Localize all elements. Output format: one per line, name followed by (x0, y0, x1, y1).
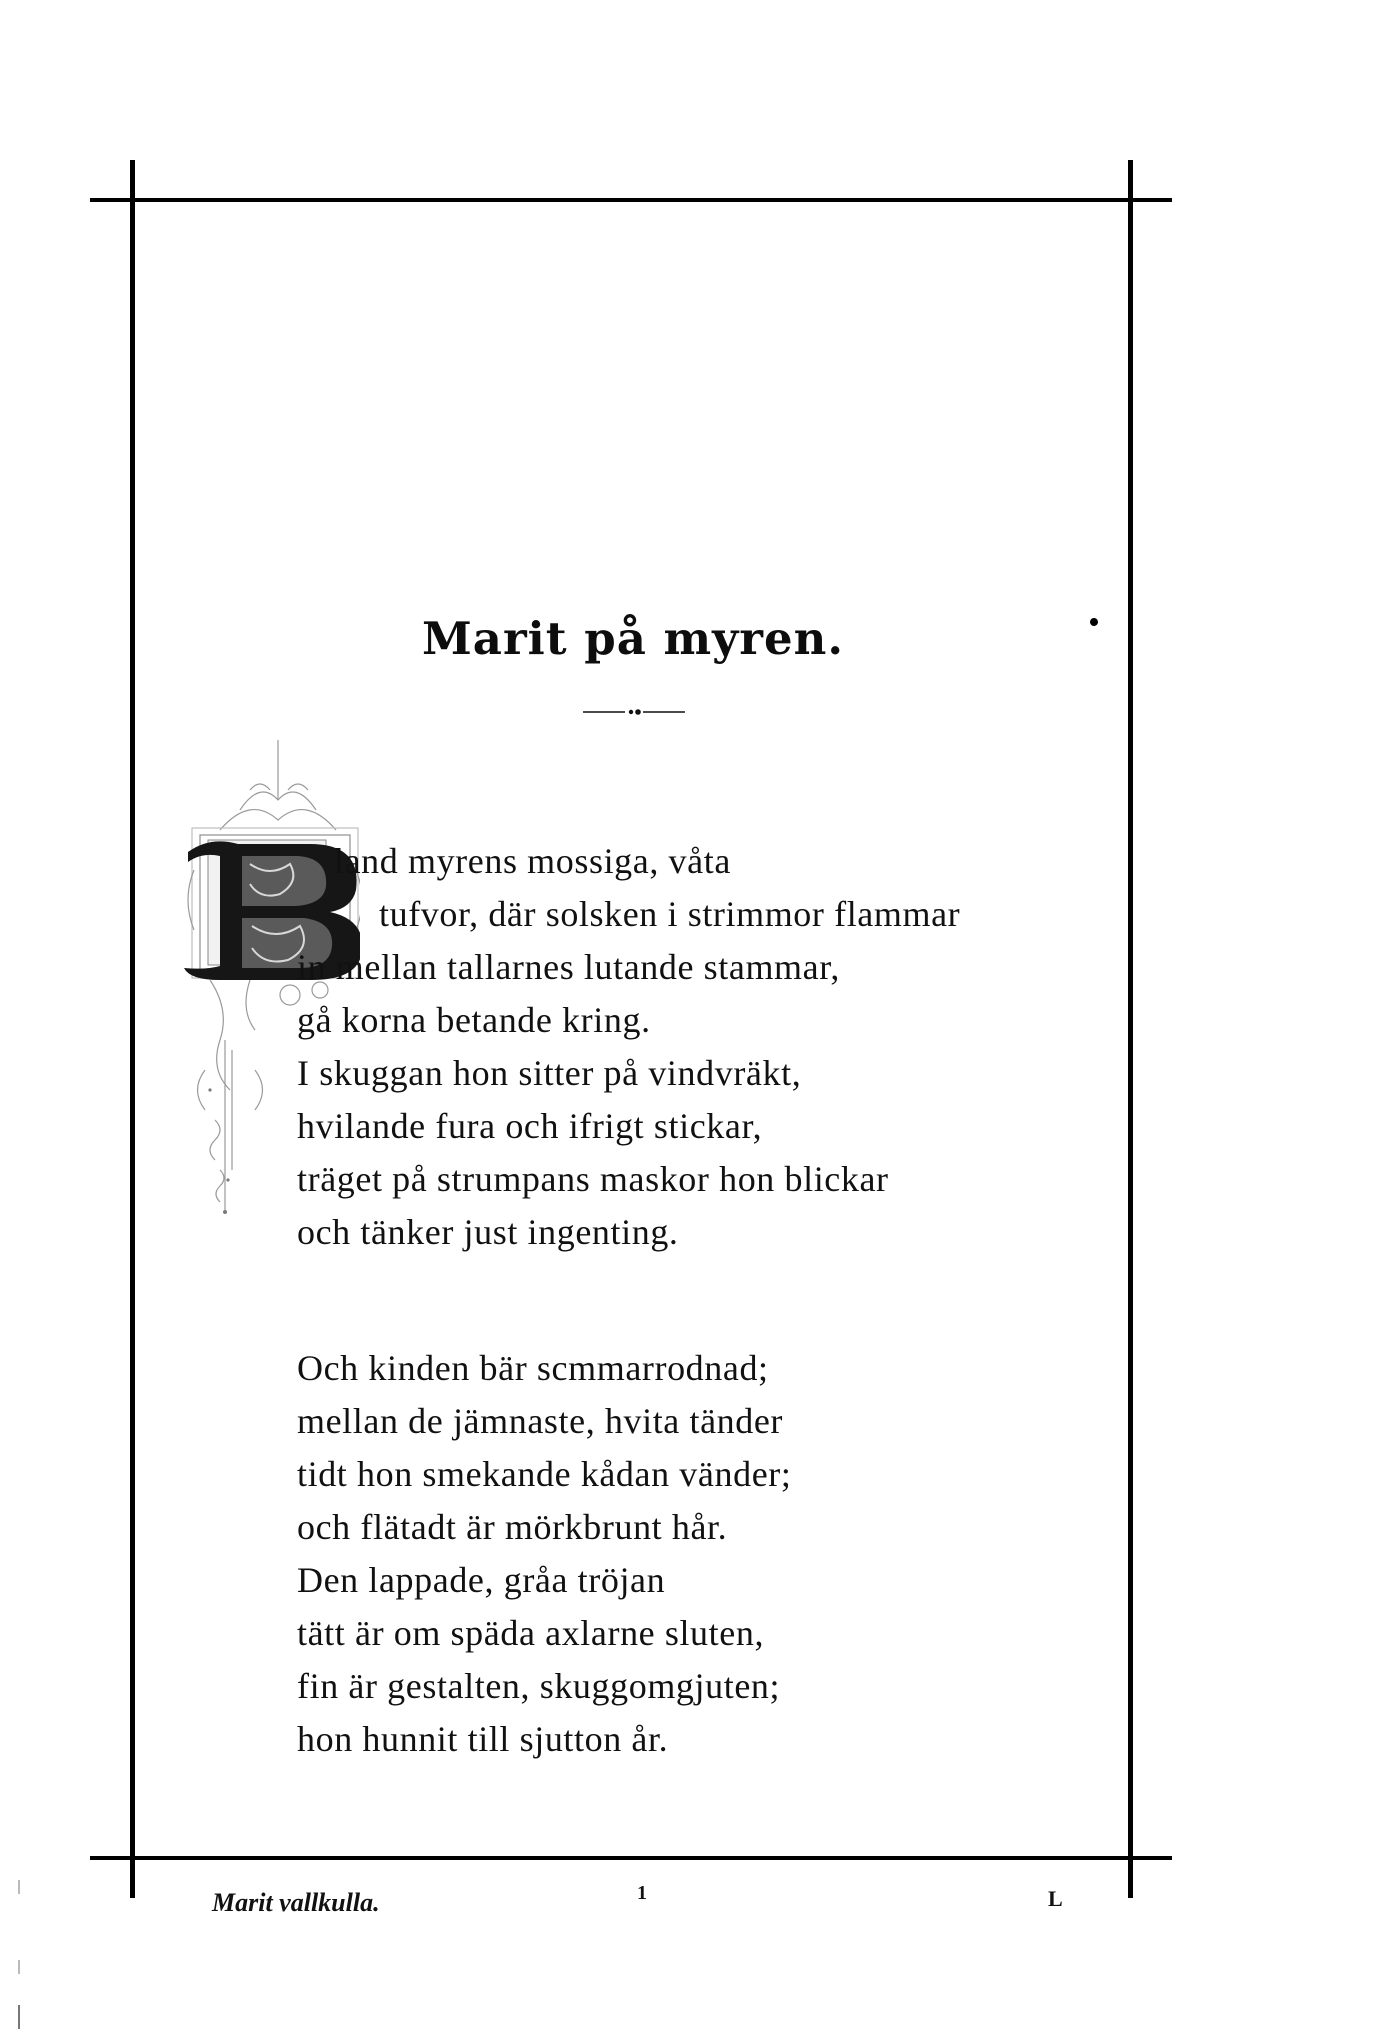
footer-mark: L (1048, 1886, 1063, 1911)
verse-line: fin är gestalten, skuggomgjuten; (297, 1666, 781, 1706)
verse-line: gå korna betande kring. (297, 1000, 651, 1040)
title-ornament-icon (583, 702, 685, 722)
verse-line: och tänker just ingenting. (297, 1212, 679, 1252)
verse-line: träget på strumpans maskor hon blickar (297, 1159, 889, 1199)
verse-line: land myrens mossiga, våta (334, 841, 731, 881)
verse-line: tätt är om späda axlarne sluten, (297, 1613, 765, 1653)
verse-line: hon hunnit till sjutton år. (297, 1719, 669, 1759)
verse-line: Den lappade, gråa tröjan (297, 1560, 666, 1600)
scan-speck (18, 1960, 20, 1974)
verse-line: tufvor, där solsken i strimmor flammar (379, 894, 961, 934)
poem-title: Marit på myren. (422, 612, 844, 665)
verse-line: mellan de jämnaste, hvita tänder (297, 1401, 784, 1441)
frame-right-rule (1128, 160, 1133, 1898)
verse-line: och flätadt är mörkbrunt hår. (297, 1507, 728, 1547)
frame-left-rule (130, 160, 135, 1898)
verse-line: Och kinden bär scmmarrodnad; (297, 1348, 769, 1388)
verse-line: I skuggan hon sitter på vindvräkt, (297, 1053, 802, 1093)
scan-speck (18, 1880, 20, 1894)
frame-top-rule (90, 198, 1172, 202)
scan-speck (18, 2005, 20, 2029)
frame-bottom-rule (90, 1856, 1172, 1860)
verse-line: in mellan tallarnes lutande stammar, (297, 947, 840, 987)
footer-sheet-number: 1 (637, 1882, 647, 1904)
stanza-1 (297, 835, 960, 1259)
stanza-2 (297, 1342, 791, 1766)
verse-line: hvilande fura och ifrigt stickar, (297, 1106, 763, 1146)
verse-line: tidt hon smekande kådan vänder; (297, 1454, 792, 1494)
footer-signature: Marit vallkulla. (212, 1888, 380, 1917)
